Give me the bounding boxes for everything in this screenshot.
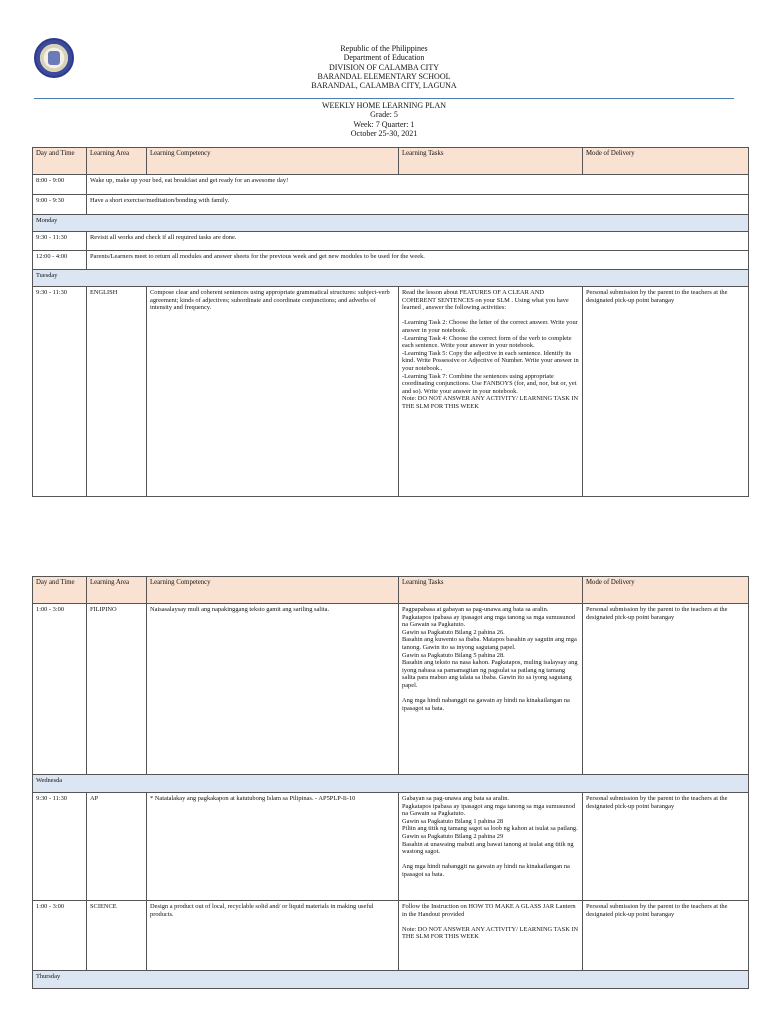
col-header-learning-competency: Learning Competency: [147, 148, 399, 175]
day-label: Tuesday: [33, 270, 749, 287]
row-activity: Wake up, make up your bed, eat breakfast and get ready for an awesome day!: [87, 175, 749, 195]
row-competency: Design a product out of local, recyclable solid and/ or liquid materials in making useful products.: [147, 901, 399, 971]
col-header-learning-area: Learning Area: [87, 577, 147, 604]
row-time: 8:00 - 9:00: [33, 175, 87, 195]
page-gap: [0, 506, 768, 574]
row-time: 9:00 - 9:30: [33, 195, 87, 215]
row-activity: Revisit all works and check if all required tasks are done.: [87, 232, 749, 251]
header-line: BARANDAL, CALAMBA CITY, LAGUNA: [311, 81, 457, 91]
row-time: 9:30 - 11:30: [33, 793, 87, 901]
col-header-learning-tasks: Learning Tasks: [399, 148, 583, 175]
col-header-mode-of-delivery: Mode of Delivery: [583, 577, 749, 604]
table-row: [33, 232, 749, 251]
row-mode: Personal submission by the parent to the teachers at the designated pick-up point barangay: [583, 604, 749, 775]
row-tasks: Follow the Instruction on HOW TO MAKE A GLASS JAR Lantern in the Handout provided Note: DO NOT ANSWER ANY ACTIVITY/ LEARNING TASK IN THE SLM FOR THIS WEEK: [399, 901, 583, 971]
table-header-row: [33, 148, 749, 175]
day-label: Wednesda: [33, 775, 749, 793]
row-time: 1:00 - 3:00: [33, 604, 87, 775]
header-line: BARANDAL ELEMENTARY SCHOOL: [317, 71, 451, 81]
learning-plan-table-2: [32, 576, 749, 989]
row-activity: Have a short exercise/meditation/bonding with family.: [87, 195, 749, 215]
header-divider: [34, 98, 734, 99]
header-line: DIVISION OF CALAMBA CITY: [328, 62, 439, 72]
day-row-thursday: [33, 971, 749, 989]
col-header-learning-competency: Learning Competency: [147, 577, 399, 604]
day-row-tuesday: [33, 270, 749, 287]
table-row: [33, 251, 749, 270]
row-time: 12:00 - 4:00: [33, 251, 87, 270]
table-row-filipino: [33, 604, 749, 775]
document-header: [0, 44, 768, 90]
learning-plan-table-1: [32, 147, 749, 497]
row-competency: Naisasalaysay muli ang napakinggang teksto gamit ang sariling salita.: [147, 604, 399, 775]
header-line: Republic of the Philippines: [340, 44, 428, 53]
table-header-row: [33, 577, 749, 604]
row-tasks: Pagpapabasa at gabayan sa pag-unawa ang bata sa aralin. Pagkatapos ipabasa ay ipasagot ang mga tanong sa mga sumusunod na Gawain sa Pagkatuto. Gawin sa Pagkatuto Bilang 2 pahina 26. Basahin ang kuwento sa ibaba. Matapos basahin ay sagutin ang mga tanong. Gawin ito sa inyong sagutang papel. Gawin sa Pagkatuto Bilang 5 pahina 28. Basahin ang teksto na nasa kahon. Pagkatapos, muling isalaysay ang iyong nabasa sa pamamagitan ng pagsulat sa patlang ng tamang salita para mabuo ang talata sa ibaba. Gawin ito sa iyong sagutang papel. Ang mga hindi nabanggit na gawain ay hindi na kinakailangan na ipasagot sa bata.: [399, 604, 583, 775]
plan-grade: Grade: 5: [370, 110, 398, 120]
col-header-mode-of-delivery: Mode of Delivery: [583, 148, 749, 175]
plan-title-block: [0, 101, 768, 138]
row-time: 9:30 - 11:30: [33, 287, 87, 497]
row-activity: Parents/Learners meet to return all modules and answer sheets for the previous week and get new modules to be used for the week.: [87, 251, 749, 270]
table-row-english: [33, 287, 749, 497]
row-time: 1:00 - 3:00: [33, 901, 87, 971]
row-time: 9:30 - 11:30: [33, 232, 87, 251]
row-learning-area: FILIPINO: [87, 604, 147, 775]
col-header-day-time: Day and Time: [33, 577, 87, 604]
table-row: [33, 195, 749, 215]
col-header-day-time: Day and Time: [33, 148, 87, 175]
row-tasks: Gabayan sa pag-unawa ang bata sa aralin. Pagkatapos ipabasa ay ipasagot ang mga tanong sa mga sumusunod na Gawain sa Pagkatuto. Gawin sa Pagkatuto Bilang 1 pahina 28 Piliin ang titik ng tamang sagot sa loob ng kahon at isulat sa patlang. Gawin sa Pagkatuto Bilang 2 pahina 29 Basahin at unawaing mabuti ang bawat tanong at isulat ang titik ng wastong sagot. Ang mga hindi nabanggit na gawain ay hindi na kinakailangan na ipasagot sa bata.: [399, 793, 583, 901]
day-row-monday: [33, 215, 749, 232]
plan-week: Week: 7 Quarter: 1: [353, 119, 415, 129]
day-row-wednesday: [33, 775, 749, 793]
row-mode: Personal submission by the parent to the teachers at the designated pick-up point barangay: [583, 793, 749, 901]
row-mode: Personal submission by the parent to the teachers at the designated pick-up point barangay: [583, 901, 749, 971]
table-row-science: [33, 901, 749, 971]
row-tasks: Read the lesson about FEATURES OF A CLEAR AND COHERENT SENTENCES on your SLM . Using what you have learned , answer the following activities: -Learning Task 2: Choose the letter of the correct answer. Write your answer in your notebook. -Learning Task 4: Choose the correct form of the verb to complete each sentence. Write your answer in your notebook. -Learning Task 5: Copy the adjective in each sentence. Identify its kind. Write Possessive or Adjective of Number. Write your answer in your notebook.. -Learning Task 7: Combine the sentences using appropriate coordinating conjunctions. Use FANBOYS (for, and, nor, but or, yet and so). Write your answer in your notebook. Note: DO NOT ANSWER ANY ACTIVITY/ LEARNING TASK IN THE SLM FOR THIS WEEK: [399, 287, 583, 497]
day-label: Thursday: [33, 971, 749, 989]
col-header-learning-tasks: Learning Tasks: [399, 577, 583, 604]
col-header-learning-area: Learning Area: [87, 148, 147, 175]
row-learning-area: ENGLISH: [87, 287, 147, 497]
day-label: Monday: [33, 215, 749, 232]
table-row-ap: [33, 793, 749, 901]
row-learning-area: AP: [87, 793, 147, 901]
row-mode: Personal submission by the parent to the teachers at the designated pick-up point barangay: [583, 287, 749, 497]
row-learning-area: SCIENCE: [87, 901, 147, 971]
row-competency: Compose clear and coherent sentences using appropriate grammatical structures: subject-verb agreement; kinds of adjectives; subordinate and coordinate conjunctions; and adverbs of intensity and frequency.: [147, 287, 399, 497]
header-line: Department of Education: [343, 53, 425, 63]
document-page-2: [0, 574, 768, 1024]
plan-date: October 25-30, 2021: [350, 128, 418, 138]
plan-title: WEEKLY HOME LEARNING PLAN: [322, 101, 446, 110]
document-page-1: [0, 0, 768, 506]
table-row: [33, 175, 749, 195]
row-competency: * Natatalakay ang pagkakapon at katutubong Islam sa Pilipinas. - AP5PLP-Ii-10: [147, 793, 399, 901]
